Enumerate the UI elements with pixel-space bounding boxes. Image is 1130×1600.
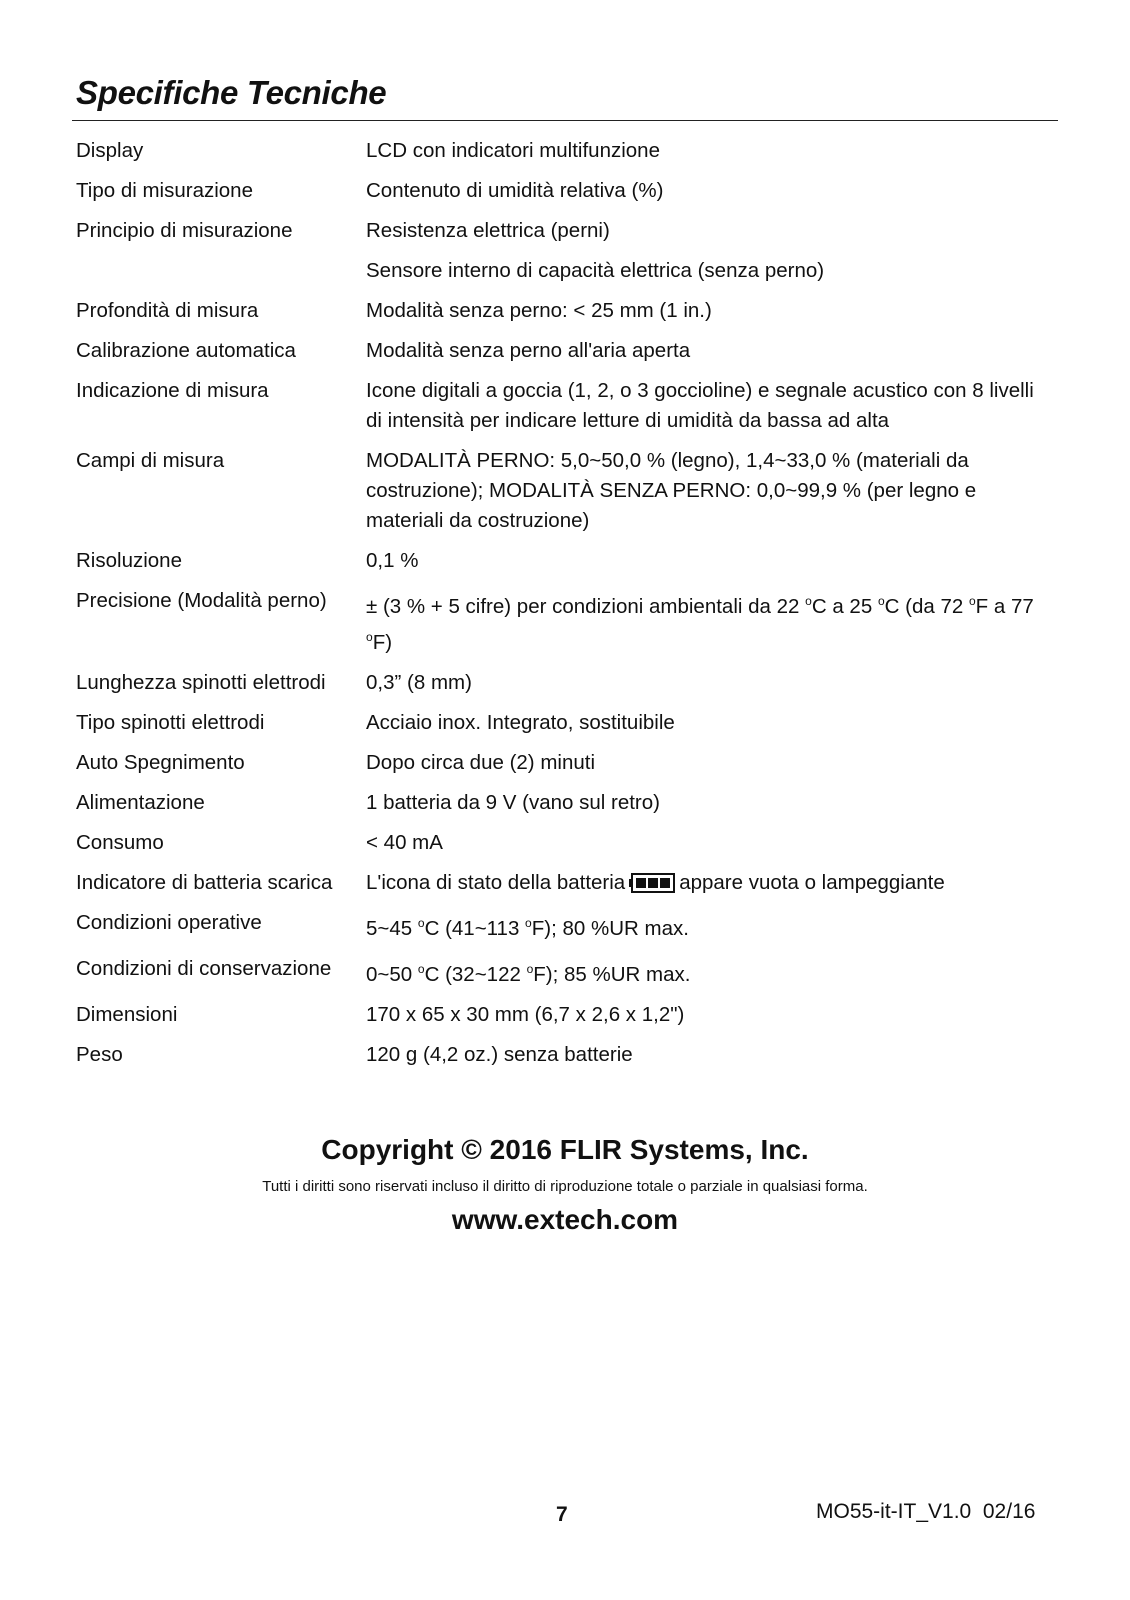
spec-row-dimensions (76, 1000, 1036, 1030)
spec-value: MODALITÀ PERNO: 5,0~50,0 % (legno), 1,4~33,0 % (materiali da costruzione); MODALITÀ SENZA PERNO: 0,0~99,9 % (per legno e materiali da costruzione) (366, 449, 977, 532)
spec-row-depth (76, 296, 1036, 326)
spec-label: Auto Spegnimento (76, 751, 245, 774)
spec-label: Consumo (76, 831, 164, 854)
document-code: MO55-it-IT_V1.0 02/16 (816, 1500, 1036, 1523)
spec-label: Risoluzione (76, 549, 182, 572)
spec-label: Campi di misura (76, 449, 225, 472)
spec-value: 0~50 $^o$C (32~122 $^o$F); 85 %UR max. (366, 962, 691, 986)
degree-mark: o (417, 962, 425, 976)
spec-value: 1 batteria da 9 V (vano sul retro) (366, 791, 660, 814)
copyright-notice: Copyright © 2016 FLIR Systems, Inc. (321, 1134, 809, 1165)
spec-value: 120 g (4,2 oz.) senza batterie (366, 1043, 633, 1066)
spec-row-consumption (76, 828, 1036, 858)
spec-value: 0,3” (8 mm) (366, 671, 472, 694)
spec-value: Icone digitali a goccia (1, 2, o 3 goccioline) e segnale acustico con 8 livelli di intensità per indicare letture di umidità da bassa ad alta (366, 379, 1034, 432)
degree-mark: o (417, 916, 425, 930)
spec-label: Indicatore di batteria scarica (76, 871, 333, 894)
spec-row-storage (76, 954, 1036, 990)
spec-label: Alimentazione (76, 791, 205, 814)
page-number: 7 (556, 1503, 568, 1526)
spec-table (76, 136, 1036, 1080)
spec-label: Indicazione di misura (76, 379, 269, 402)
spec-label: Tipo di misurazione (76, 179, 253, 202)
page-title: Specifiche Tecniche (76, 74, 387, 111)
website-link[interactable]: www.extech.com (451, 1204, 679, 1235)
battery-icon (629, 873, 675, 893)
spec-row-pin-type (76, 708, 1036, 738)
spec-label: Tipo spinotti elettrodi (76, 711, 265, 734)
spec-row-resolution (76, 546, 1036, 576)
spec-row-measurement-principle-2 (76, 256, 1036, 286)
spec-row-measurement-principle (76, 216, 1036, 246)
spec-value: Modalità senza perno all'aria aperta (366, 339, 691, 362)
spec-row-pin-length (76, 668, 1036, 698)
spec-row-accuracy (76, 586, 1036, 658)
spec-row-indication (76, 376, 1036, 436)
spec-row-operating (76, 908, 1036, 944)
spec-row-auto-off (76, 748, 1036, 778)
spec-label: Profondità di misura (76, 299, 259, 322)
spec-label: Condizioni di conservazione (76, 957, 332, 980)
degree-mark: o (366, 630, 373, 644)
spec-value: ± (3 % + 5 cifre) per condizioni ambientali da 22 $^o$C a 25 $^o$C (da 72 $^o$F a 77 $^o$F) (366, 594, 1034, 654)
spec-value: L'icona di stato della batteria appare vuota o lampeggiante (366, 871, 945, 894)
spec-label: Calibrazione automatica (76, 339, 296, 362)
spec-label: Principio di misurazione (76, 219, 293, 242)
spec-label: Condizioni operative (76, 911, 262, 934)
rights-statement: Tutti i diritti sono riservati incluso il diritto di riproduzione totale o parziale in qualsiasi forma. (262, 1178, 868, 1195)
spec-row-display (76, 136, 1036, 166)
degree-mark: o (968, 594, 976, 608)
spec-value: Resistenza elettrica (perni) (366, 219, 610, 242)
degree-mark: o (805, 594, 812, 608)
spec-label: Peso (76, 1043, 123, 1066)
spec-label: Precisione (Modalità perno) (76, 589, 327, 612)
spec-row-low-battery (76, 868, 1036, 898)
spec-value: < 40 mA (366, 831, 443, 854)
spec-row-ranges (76, 446, 1036, 536)
spec-row-weight (76, 1040, 1036, 1070)
spec-value: 5~45 $^o$C (41~113 $^o$F); 80 %UR max. (366, 916, 689, 940)
degree-mark: o (525, 916, 532, 930)
spec-value: Sensore interno di capacità elettrica (senza perno) (366, 259, 825, 282)
spec-row-auto-calibration (76, 336, 1036, 366)
spec-label: Lunghezza spinotti elettrodi (76, 671, 326, 694)
spec-value: Acciaio inox. Integrato, sostituibile (366, 711, 675, 734)
spec-value: Dopo circa due (2) minuti (366, 751, 596, 774)
spec-value: 170 x 65 x 30 mm (6,7 x 2,6 x 1,2") (366, 1003, 685, 1026)
degree-mark: o (526, 962, 534, 976)
spec-row-power (76, 788, 1036, 818)
spec-value: LCD con indicatori multifunzione (366, 139, 660, 162)
degree-mark: o (877, 594, 885, 608)
spec-label: Dimensioni (76, 1003, 178, 1026)
spec-label: Display (76, 139, 144, 162)
title-divider (72, 120, 1058, 121)
spec-value: Modalità senza perno: < 25 mm (1 in.) (366, 299, 712, 322)
spec-row-measurement-type (76, 176, 1036, 206)
spec-value: Contenuto di umidità relativa (%) (366, 179, 664, 202)
spec-value: 0,1 % (366, 549, 419, 572)
